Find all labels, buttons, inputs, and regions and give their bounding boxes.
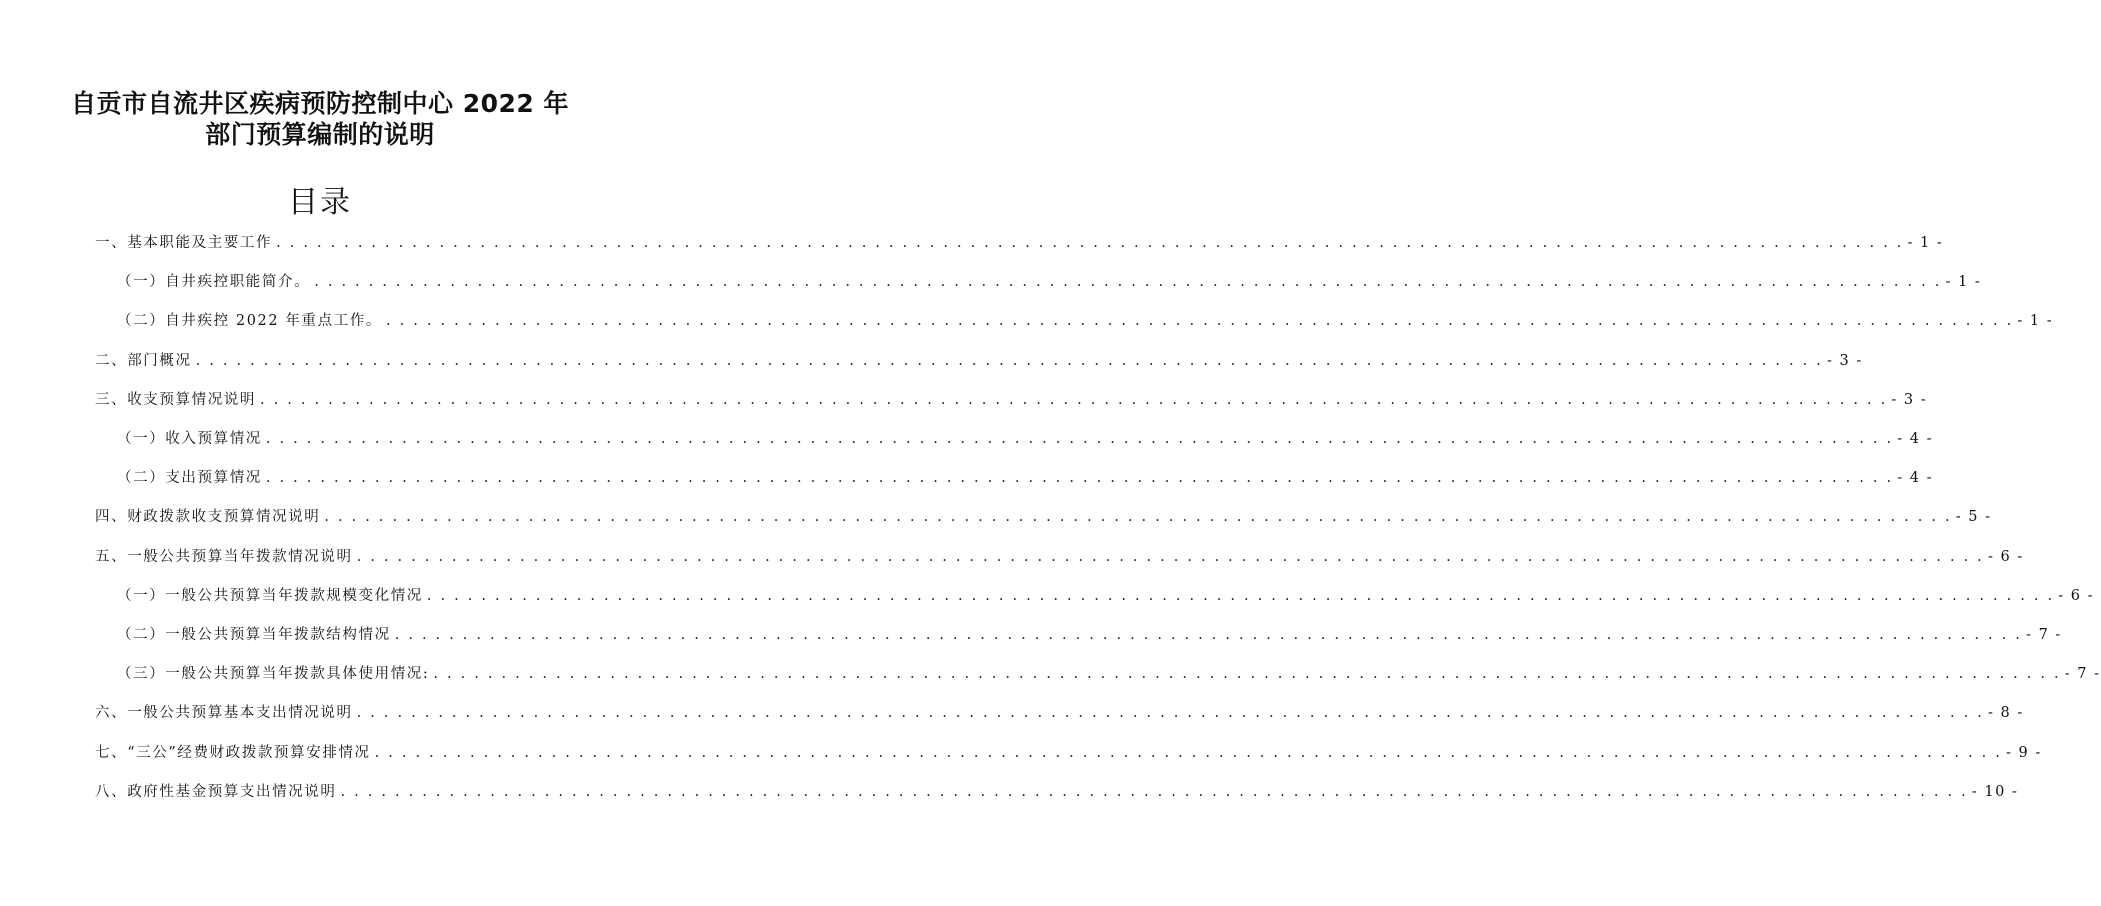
toc-entry[interactable] <box>95 505 1992 526</box>
toc-entry-label: 七、“三公”经费财政拨款预算安排情况 <box>95 745 371 761</box>
toc-dot-leader: . . . . . . . . . . . . . . . . . . . . . . . . . . . . . . . . . . . . . . . . . . . . . . . . . . . . . . . . . . . . . . . . . . . . . . . . . . . . . . . . . . . . . . . . . . . . . . . . . . . . . . . . . . . . . . . . . . . . . . . . <box>426 588 2055 604</box>
toc-entry-label: 四、财政拨款收支预算情况说明 <box>95 509 321 525</box>
toc-entry-page-number: - 6 - <box>1988 549 2024 565</box>
toc-entry-label: 二、部门概况 <box>95 353 192 369</box>
document-title-line-1: 自贡市自流井区疾病预防控制中心 2022 年 <box>71 89 569 118</box>
toc-dot-leader: . . . . . . . . . . . . . . . . . . . . . . . . . . . . . . . . . . . . . . . . . . . . . . . . . . . . . . . . . . . . . . . . . . . . . . . . . . . . . . . . . . . . . . . . . . . . . . . . . . . . . . . . . . . . . . . . . . . . . . . . <box>265 431 1894 447</box>
toc-entry-page-number: - 3 - <box>1891 392 1928 408</box>
toc-entry[interactable] <box>95 349 1863 370</box>
toc-entry-label: 八、政府性基金预算支出情况说明 <box>95 784 337 800</box>
toc-entry-page-number: - 9 - <box>2006 745 2042 761</box>
toc-entry-label: （一）自井疾控职能简介。 <box>117 274 311 290</box>
toc-entry-label: （一）收入预算情况 <box>117 431 262 447</box>
document-title-line-2: 部门预算编制的说明 <box>205 120 435 149</box>
toc-entry-label: 五、一般公共预算当年拨款情况说明 <box>95 549 353 565</box>
toc-dot-leader: . . . . . . . . . . . . . . . . . . . . . . . . . . . . . . . . . . . . . . . . . . . . . . . . . . . . . . . . . . . . . . . . . . . . . . . . . . . . . . . . . . . . . . . . . . . . . . . . . . . . . . . . . . . . . . . . . . . . . . . . <box>356 549 1984 565</box>
toc-dot-leader: . . . . . . . . . . . . . . . . . . . . . . . . . . . . . . . . . . . . . . . . . . . . . . . . . . . . . . . . . . . . . . . . . . . . . . . . . . . . . . . . . . . . . . . . . . . . . . . . . . . . . . . . . . . . . . . . . . . . . . . . <box>394 627 2023 643</box>
toc-entry[interactable] <box>95 741 2042 762</box>
toc-dot-leader: . . . . . . . . . . . . . . . . . . . . . . . . . . . . . . . . . . . . . . . . . . . . . . . . . . . . . . . . . . . . . . . . . . . . . . . . . . . . . . . . . . . . . . . . . . . . . . . . . . . . . . . . . . . . . . . . . . . . . . . . <box>374 745 2003 761</box>
toc-entry[interactable] <box>95 545 2024 566</box>
toc-dot-leader: . . . . . . . . . . . . . . . . . . . . . . . . . . . . . . . . . . . . . . . . . . . . . . . . . . . . . . . . . . . . . . . . . . . . . . . . . . . . . . . . . . . . . . . . . . . . . . . . . . . . . . . . . . . . . . . . . . . . . . . . <box>265 470 1894 486</box>
toc-entry[interactable] <box>95 231 1944 252</box>
toc-dot-leader: . . . . . . . . . . . . . . . . . . . . . . . . . . . . . . . . . . . . . . . . . . . . . . . . . . . . . . . . . . . . . . . . . . . . . . . . . . . . . . . . . . . . . . . . . . . . . . . . . . . . . . . . . . . . . . . . . . . . . . . . <box>433 666 2061 682</box>
toc-entry-label: 六、一般公共预算基本支出情况说明 <box>95 705 353 721</box>
toc-entry[interactable] <box>117 662 2101 683</box>
toc-entry-label: （二）一般公共预算当年拨款结构情况 <box>117 627 391 643</box>
toc-dot-leader: . . . . . . . . . . . . . . . . . . . . . . . . . . . . . . . . . . . . . . . . . . . . . . . . . . . . . . . . . . . . . . . . . . . . . . . . . . . . . . . . . . . . . . . . . . . . . . . . . . . . . . . . . . . . . . . . . . . . . . . . <box>276 235 1904 251</box>
toc-dot-leader: . . . . . . . . . . . . . . . . . . . . . . . . . . . . . . . . . . . . . . . . . . . . . . . . . . . . . . . . . . . . . . . . . . . . . . . . . . . . . . . . . . . . . . . . . . . . . . . . . . . . . . . . . . . . . . . . . . . . . . . . <box>260 392 1888 408</box>
toc-entry-page-number: - 7 - <box>2026 627 2062 643</box>
toc-entry-page-number: - 1 - <box>2017 313 2054 329</box>
toc-entry[interactable] <box>95 780 2019 801</box>
toc-entry-page-number: - 1 - <box>1907 235 1944 251</box>
toc-heading: 目录 <box>288 185 352 220</box>
toc-entry[interactable] <box>117 584 2095 605</box>
toc-dot-leader: . . . . . . . . . . . . . . . . . . . . . . . . . . . . . . . . . . . . . . . . . . . . . . . . . . . . . . . . . . . . . . . . . . . . . . . . . . . . . . . . . . . . . . . . . . . . . . . . . . . . . . . . . . . . . . . . . . . . . . . . <box>356 705 1984 721</box>
toc-entry-page-number: - 4 - <box>1897 431 1934 447</box>
toc-entry[interactable] <box>117 270 1982 291</box>
toc-entry[interactable] <box>117 466 1934 487</box>
toc-entry-page-number: - 7 - <box>2064 666 2101 682</box>
toc-dot-leader: . . . . . . . . . . . . . . . . . . . . . . . . . . . . . . . . . . . . . . . . . . . . . . . . . . . . . . . . . . . . . . . . . . . . . . . . . . . . . . . . . . . . . . . . . . . . . . . . . . . . . . . . . . . . . . . . . . . . . . . . <box>314 274 1942 290</box>
toc-entry-page-number: - 10 - <box>1971 784 2019 800</box>
toc-entry-page-number: - 6 - <box>2058 588 2095 604</box>
toc-entry-page-number: - 3 - <box>1827 353 1863 369</box>
toc-dot-leader: . . . . . . . . . . . . . . . . . . . . . . . . . . . . . . . . . . . . . . . . . . . . . . . . . . . . . . . . . . . . . . . . . . . . . . . . . . . . . . . . . . . . . . . . . . . . . . . . . . . . . . . . . . . . . . . . . . . . . . . . <box>340 784 1968 800</box>
toc-entry-label: 三、收支预算情况说明 <box>95 392 256 408</box>
toc-entry-page-number: - 1 - <box>1945 274 1982 290</box>
toc-entry-label: （二）支出预算情况 <box>117 470 262 486</box>
toc-dot-leader: . . . . . . . . . . . . . . . . . . . . . . . . . . . . . . . . . . . . . . . . . . . . . . . . . . . . . . . . . . . . . . . . . . . . . . . . . . . . . . . . . . . . . . . . . . . . . . . . . . . . . . . . . . . . . . . . . . . . . . . . <box>386 313 2014 329</box>
toc-entry-page-number: - 5 - <box>1955 509 1992 525</box>
toc-entry-page-number: - 8 - <box>1988 705 2024 721</box>
toc-entry[interactable] <box>95 701 2024 722</box>
toc-entry[interactable] <box>117 623 2062 644</box>
toc-entry-page-number: - 4 - <box>1897 470 1934 486</box>
toc-entry[interactable] <box>95 388 1928 409</box>
toc-entry-label: （三）一般公共预算当年拨款具体使用情况: <box>117 666 430 682</box>
toc-entry-label: 一、基本职能及主要工作 <box>95 235 273 251</box>
toc-dot-leader: . . . . . . . . . . . . . . . . . . . . . . . . . . . . . . . . . . . . . . . . . . . . . . . . . . . . . . . . . . . . . . . . . . . . . . . . . . . . . . . . . . . . . . . . . . . . . . . . . . . . . . . . . . . . . . . . . . . . . . . . <box>324 509 1952 525</box>
toc-entry[interactable] <box>117 427 1934 448</box>
toc-entry[interactable] <box>117 309 2054 330</box>
toc-entry-label: （一）一般公共预算当年拨款规模变化情况 <box>117 588 423 604</box>
toc-dot-leader: . . . . . . . . . . . . . . . . . . . . . . . . . . . . . . . . . . . . . . . . . . . . . . . . . . . . . . . . . . . . . . . . . . . . . . . . . . . . . . . . . . . . . . . . . . . . . . . . . . . . . . . . . . . . . . . . . . . . . . . . <box>195 353 1823 369</box>
toc-entry-label: （二）自井疾控 2022 年重点工作。 <box>117 313 383 329</box>
